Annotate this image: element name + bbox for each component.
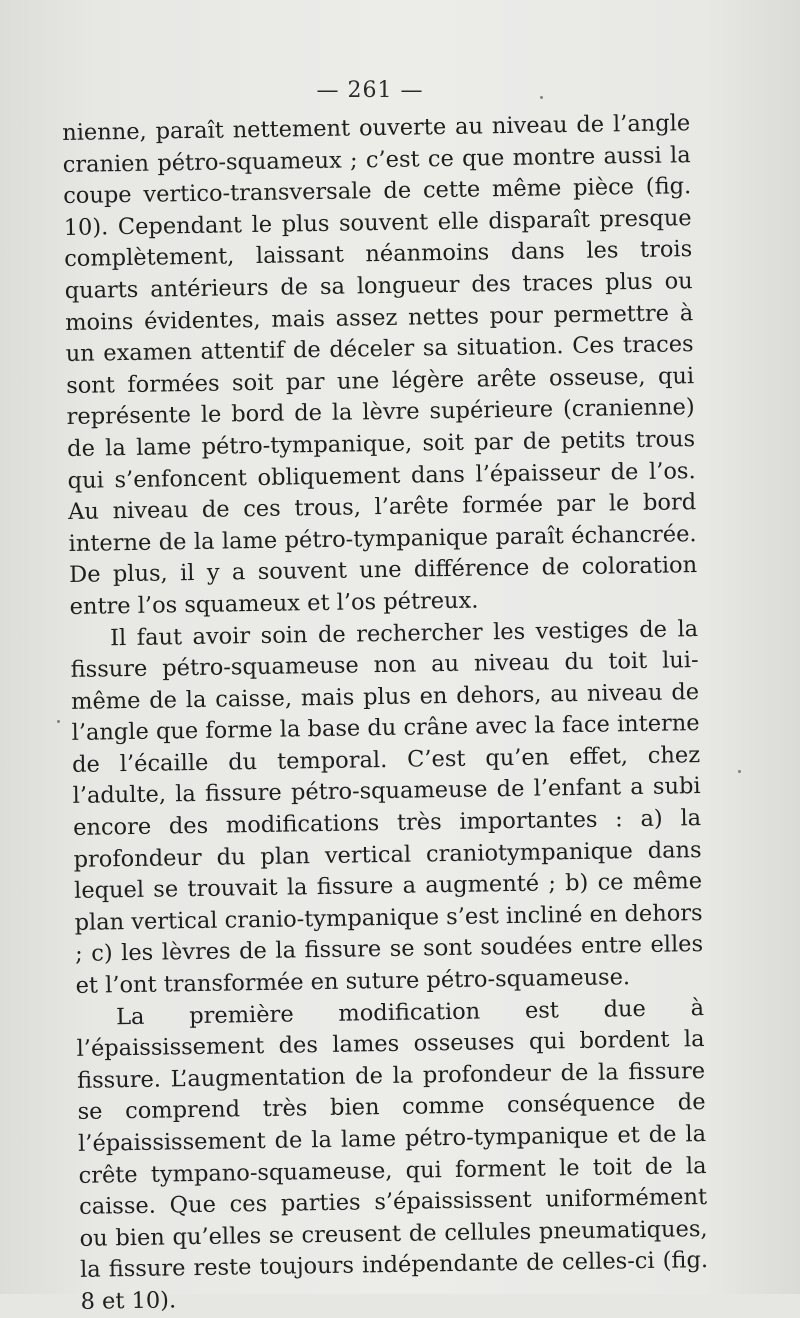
paper-speck (540, 96, 543, 99)
body-text (62, 108, 709, 1318)
paragraph-1: nienne, paraît nettement ouverte au niveau de l’angle cranien pétro-squameux ; c’est ce que montre aussi la coupe vertico-transversale de cette même pièce (fig. 10). Cependant le plus souvent elle disparaît presque complètement, laissant néanmoins dans les trois quarts antérieurs de sa longueur des traces plus ou moins évidentes, mais assez nettes pour permettre à un examen attentif de déceler sa situation. Ces traces sont formées soit par une légère arête osseuse, qui représente le bord de la lèvre supérieure (cranienne) de la lame pétro-tympanique, soit par de petits trous qui s’enfoncent obliquement dans l’épaisseur de l’os. Au niveau de ces trous, l’arête formée par le bord interne de la lame pétro-tympanique paraît échancrée. De plus, il y a souvent une différence de coloration entre l’os squameux et l’os pétreux. (62, 110, 698, 620)
paper-speck (57, 720, 60, 723)
page-number: — 261 — (316, 78, 424, 103)
paper-speck (738, 770, 741, 773)
paragraph-2: Il faut avoir soin de rechercher les vestiges de la fissure pétro-squameuse non au niveau du toit lui-même de la caisse, mais plus en dehors, au niveau de l’angle que forme la base du crâne avec la face interne de l’écaille du temporal. C’est qu’en effet, chez l’adulte, la fissure pétro-squameuse de l’enfant a subi encore des modifications très importantes : a) la profondeur du plan vertical craniotympanique dans lequel se trouvait la fissure a augmenté ; b) ce même plan vertical cranio-tympanique s’est incliné en dehors ; c) les lèvres de la fissure se sont soudées entre elles et l’ont transformée en suture pétro-squameuse. (70, 615, 704, 999)
paragraph-3: La première modification est due à l’épaississement des lames osseuses qui bordent la fissure. L’augmentation de la profondeur de la fissure se comprend très bien comme conséquence de l’épaississement de la lame pétro-tympanique et de la crête tympano-squameuse, qui forment le toit de la caisse. Que ces parties s’épaississent uniformément ou bien qu’elles se creusent de cellules pneumatiques, la fissure reste toujours indépendante de celles-ci (fig. 8 et 10). (76, 994, 709, 1315)
